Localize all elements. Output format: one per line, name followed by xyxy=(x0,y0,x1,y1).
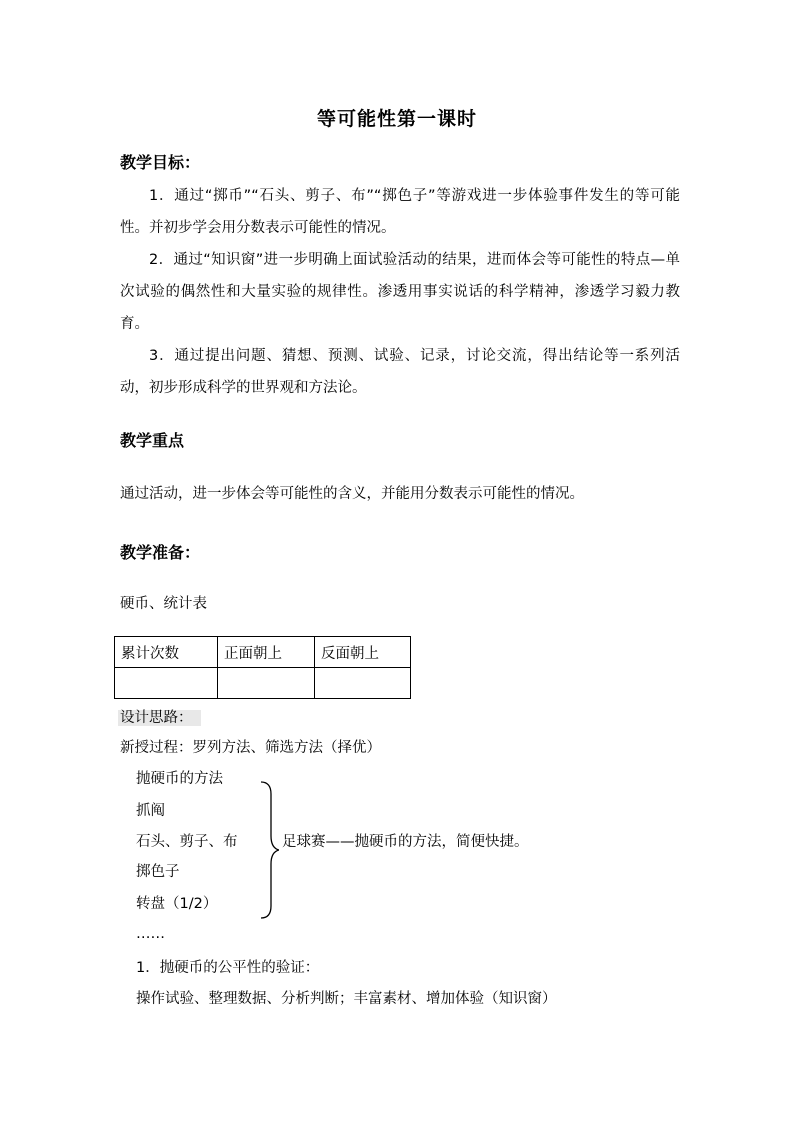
table-header-cell: 正面朝上 xyxy=(218,637,315,668)
ellipsis-text: …… xyxy=(136,926,165,942)
method-item: 转盘（1/2） xyxy=(136,896,218,912)
preparation-heading: 教学准备： xyxy=(120,543,201,562)
method-item: 石头、剪子、布 xyxy=(136,834,238,850)
design-label xyxy=(118,708,201,728)
key-points-text: 通过活动，进一步体会等可能性的含义，并能用分数表示可能性的情况。 xyxy=(120,486,584,502)
table-header-cell: 累计次数 xyxy=(115,637,218,668)
document-title: 等可能性第一课时 xyxy=(316,108,477,130)
table-cell xyxy=(315,668,411,699)
curly-brace-icon xyxy=(255,780,279,922)
brace-note: 足球赛——抛硬币的方法，简便快捷。 xyxy=(282,834,529,850)
verify-title: 1．抛硬币的公平性的验证： xyxy=(136,960,320,976)
method-item: 抛硬币的方法 xyxy=(136,771,223,787)
key-points-heading: 教学重点 xyxy=(120,431,185,450)
method-item: 掷色子 xyxy=(136,864,180,880)
table-cell xyxy=(218,668,315,699)
table-header-row xyxy=(115,637,411,668)
preparation-text: 硬币、统计表 xyxy=(120,596,207,612)
process-text: 新授过程：罗列方法、筛选方法（择优） xyxy=(120,740,381,756)
design-label-text: 设计思路： xyxy=(118,710,201,726)
table-row xyxy=(115,668,411,699)
objective-item-1: 1．通过“掷币”“石头、剪子、布”“掷色子”等游戏进一步体验事件发生的等可能性。并初步学会用分数表示可能性的情况。 xyxy=(120,188,680,236)
objective-item-3: 3．通过提出问题、猜想、预测、试验、记录，讨论交流，得出结论等一系列活动，初步形成科学的世界观和方法论。 xyxy=(120,348,680,396)
statistics-table xyxy=(114,636,411,699)
verify-steps: 操作试验、整理数据、分析判断；丰富素材、增加体验（知识窗） xyxy=(136,991,557,1007)
method-item: 抓阄 xyxy=(136,803,165,819)
objectives-heading: 教学目标： xyxy=(120,153,201,172)
table-header-cell: 反面朝上 xyxy=(315,637,411,668)
table-cell xyxy=(115,668,218,699)
objective-item-2: 2．通过“知识窗”进一步明确上面试验活动的结果，进而体会等可能性的特点—单次试验的偶然性和大量实验的规律性。渗透用事实说话的科学精神，渗透学习毅力教育。 xyxy=(120,252,680,332)
